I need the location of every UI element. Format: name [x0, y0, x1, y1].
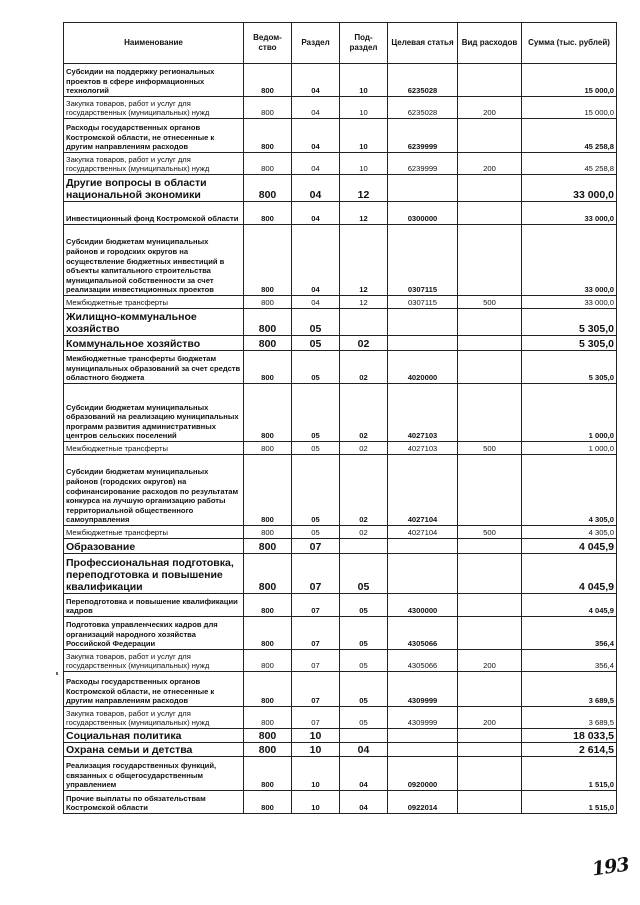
row-name: Охрана семьи и детства	[64, 743, 244, 757]
row-section: 04	[292, 296, 340, 309]
row-dept: 800	[244, 153, 292, 175]
row-exptype: 500	[458, 526, 522, 539]
row-exptype	[458, 594, 522, 617]
table-row	[64, 153, 617, 175]
row-subsection: 05	[340, 594, 388, 617]
table-row	[64, 119, 617, 153]
row-target	[388, 175, 458, 202]
row-exptype	[458, 119, 522, 153]
row-exptype: 200	[458, 650, 522, 672]
row-target: 6235028	[388, 97, 458, 119]
row-amount: 5 305,0	[522, 336, 617, 351]
row-exptype: 200	[458, 153, 522, 175]
row-subsection	[340, 539, 388, 554]
table-row	[64, 526, 617, 539]
row-amount: 3 689,5	[522, 672, 617, 707]
row-name: Подготовка управленческих кадров для организаций народного хозяйства Российской Федерации	[64, 617, 244, 650]
row-exptype	[458, 672, 522, 707]
table-row	[64, 743, 617, 757]
table-row	[64, 554, 617, 594]
table-header	[64, 23, 617, 64]
row-section: 07	[292, 539, 340, 554]
table-row	[64, 729, 617, 743]
table-row	[64, 336, 617, 351]
row-name: Субсидии бюджетам муниципальных районов (городских округов) на софинансирование расходов по результатам конкурса на лучшую организацию работы территориальной общественного самоуправления	[64, 455, 244, 526]
row-target: 4020000	[388, 351, 458, 384]
row-name: Переподготовка и повышение квалификации кадров	[64, 594, 244, 617]
col-name-header: Наименование	[64, 23, 244, 64]
row-subsection: 02	[340, 384, 388, 442]
row-target	[388, 309, 458, 336]
row-dept: 800	[244, 202, 292, 225]
row-section: 04	[292, 153, 340, 175]
table-row	[64, 539, 617, 554]
row-subsection: 02	[340, 526, 388, 539]
row-dept: 800	[244, 336, 292, 351]
row-dept: 800	[244, 442, 292, 455]
row-section: 05	[292, 384, 340, 442]
table-row	[64, 202, 617, 225]
table-row	[64, 707, 617, 729]
row-dept: 800	[244, 539, 292, 554]
row-subsection: 12	[340, 225, 388, 296]
table-row	[64, 309, 617, 336]
table-row	[64, 757, 617, 791]
row-dept: 800	[244, 791, 292, 814]
row-name: Инвестиционный фонд Костромской области	[64, 202, 244, 225]
row-dept: 800	[244, 225, 292, 296]
row-section: 07	[292, 594, 340, 617]
row-subsection: 02	[340, 336, 388, 351]
row-subsection: 05	[340, 707, 388, 729]
row-name: Расходы государственных органов Костромской области, не отнесенные к другим направлениям расходов	[64, 119, 244, 153]
row-section: 05	[292, 309, 340, 336]
row-amount: 5 305,0	[522, 309, 617, 336]
row-target: 4305066	[388, 617, 458, 650]
row-dept: 800	[244, 384, 292, 442]
row-exptype	[458, 309, 522, 336]
row-subsection: 05	[340, 617, 388, 650]
row-subsection: 10	[340, 119, 388, 153]
row-subsection: 12	[340, 296, 388, 309]
budget-sheet	[63, 22, 616, 814]
row-name: Коммунальное хозяйство	[64, 336, 244, 351]
row-amount: 1 000,0	[522, 384, 617, 442]
row-target	[388, 729, 458, 743]
row-dept: 800	[244, 672, 292, 707]
row-target	[388, 743, 458, 757]
row-amount: 1 515,0	[522, 791, 617, 814]
row-exptype	[458, 791, 522, 814]
row-target: 6239999	[388, 119, 458, 153]
row-name: Межбюджетные трансферты	[64, 526, 244, 539]
row-section: 10	[292, 743, 340, 757]
row-subsection: 02	[340, 442, 388, 455]
row-target: 0307115	[388, 296, 458, 309]
row-target: 4300000	[388, 594, 458, 617]
row-section: 07	[292, 707, 340, 729]
row-section: 04	[292, 119, 340, 153]
row-dept: 800	[244, 175, 292, 202]
row-dept: 800	[244, 119, 292, 153]
row-exptype	[458, 351, 522, 384]
row-name: Закупка товаров, работ и услуг для государственных (муниципальных) нужд	[64, 97, 244, 119]
row-exptype	[458, 554, 522, 594]
row-target: 0300000	[388, 202, 458, 225]
row-target: 4309999	[388, 672, 458, 707]
row-amount: 4 305,0	[522, 526, 617, 539]
row-target: 0920000	[388, 757, 458, 791]
row-name: Межбюджетные трансферты бюджетам муниципальных образований за счет средств областного бюджета	[64, 351, 244, 384]
row-section: 05	[292, 455, 340, 526]
row-exptype: 200	[458, 707, 522, 729]
row-name: Субсидии на поддержку региональных проектов в сфере информационных технологий	[64, 64, 244, 97]
row-dept: 800	[244, 729, 292, 743]
row-exptype	[458, 225, 522, 296]
row-name: Межбюджетные трансферты	[64, 442, 244, 455]
row-name: Субсидии бюджетам муниципальных районов и городских округов на осуществление бюджетных инвестиций в объекты капитального строительства муниципальной собственности за счет реализации инвестиционных проектов	[64, 225, 244, 296]
row-target: 4027103	[388, 384, 458, 442]
row-name: Другие вопросы в области национальной экономики	[64, 175, 244, 202]
row-amount: 33 000,0	[522, 296, 617, 309]
row-exptype: 200	[458, 97, 522, 119]
row-subsection: 04	[340, 757, 388, 791]
row-target	[388, 336, 458, 351]
row-amount: 356,4	[522, 617, 617, 650]
col-target-header: Целевая статья	[388, 23, 458, 64]
row-exptype	[458, 757, 522, 791]
col-section-header: Раздел	[292, 23, 340, 64]
row-section: 04	[292, 225, 340, 296]
row-exptype	[458, 384, 522, 442]
table-row	[64, 455, 617, 526]
row-exptype: 500	[458, 442, 522, 455]
col-dept-header: Ведом-ство	[244, 23, 292, 64]
row-subsection: 02	[340, 455, 388, 526]
page-number: 193	[590, 853, 631, 881]
row-subsection: 05	[340, 650, 388, 672]
row-name: Образование	[64, 539, 244, 554]
row-section: 10	[292, 757, 340, 791]
row-amount: 5 305,0	[522, 351, 617, 384]
row-target: 6235028	[388, 64, 458, 97]
row-subsection: 10	[340, 153, 388, 175]
row-amount: 356,4	[522, 650, 617, 672]
table-row	[64, 594, 617, 617]
row-section: 05	[292, 351, 340, 384]
row-dept: 800	[244, 594, 292, 617]
row-target: 4027103	[388, 442, 458, 455]
budget-table	[63, 22, 617, 814]
row-section: 04	[292, 64, 340, 97]
row-dept: 800	[244, 617, 292, 650]
table-row	[64, 442, 617, 455]
row-dept: 800	[244, 526, 292, 539]
row-target: 4305066	[388, 650, 458, 672]
scan-mark	[56, 672, 58, 675]
row-dept: 800	[244, 309, 292, 336]
row-subsection	[340, 729, 388, 743]
table-row	[64, 351, 617, 384]
row-section: 07	[292, 650, 340, 672]
row-section: 05	[292, 442, 340, 455]
row-name: Профессиональная подготовка, переподготовка и повышение квалификации	[64, 554, 244, 594]
col-subsection-header: Под-раздел	[340, 23, 388, 64]
row-subsection	[340, 309, 388, 336]
row-amount: 18 033,5	[522, 729, 617, 743]
row-section: 04	[292, 97, 340, 119]
row-subsection: 10	[340, 97, 388, 119]
row-amount: 4 305,0	[522, 455, 617, 526]
row-amount: 33 000,0	[522, 225, 617, 296]
row-subsection: 05	[340, 554, 388, 594]
row-amount: 4 045,9	[522, 539, 617, 554]
col-amount-header: Сумма (тыс. рублей)	[522, 23, 617, 64]
row-amount: 3 689,5	[522, 707, 617, 729]
row-name: Жилищно-коммунальное хозяйство	[64, 309, 244, 336]
row-exptype	[458, 175, 522, 202]
row-section: 05	[292, 526, 340, 539]
row-amount: 33 000,0	[522, 175, 617, 202]
row-target	[388, 539, 458, 554]
row-section: 07	[292, 554, 340, 594]
row-subsection: 04	[340, 791, 388, 814]
table-row	[64, 384, 617, 442]
row-exptype	[458, 743, 522, 757]
row-name: Социальная политика	[64, 729, 244, 743]
row-section: 04	[292, 175, 340, 202]
row-subsection: 12	[340, 202, 388, 225]
table-row	[64, 791, 617, 814]
row-exptype	[458, 64, 522, 97]
row-amount: 33 000,0	[522, 202, 617, 225]
row-section: 10	[292, 729, 340, 743]
row-subsection: 04	[340, 743, 388, 757]
row-amount: 4 045,9	[522, 594, 617, 617]
row-subsection: 12	[340, 175, 388, 202]
table-row	[64, 617, 617, 650]
row-amount: 1 515,0	[522, 757, 617, 791]
row-section: 07	[292, 672, 340, 707]
row-amount: 15 000,0	[522, 64, 617, 97]
row-amount: 45 258,8	[522, 153, 617, 175]
table-row	[64, 296, 617, 309]
row-section: 05	[292, 336, 340, 351]
table-row	[64, 97, 617, 119]
row-section: 10	[292, 791, 340, 814]
row-amount: 45 258,8	[522, 119, 617, 153]
row-name: Межбюджетные трансферты	[64, 296, 244, 309]
row-amount: 4 045,9	[522, 554, 617, 594]
table-row	[64, 650, 617, 672]
row-dept: 800	[244, 554, 292, 594]
row-name: Реализация государственных функций, связанных с общегосударственным управлением	[64, 757, 244, 791]
row-dept: 800	[244, 64, 292, 97]
row-target: 0307115	[388, 225, 458, 296]
row-subsection: 05	[340, 672, 388, 707]
row-dept: 800	[244, 757, 292, 791]
row-name: Закупка товаров, работ и услуг для государственных (муниципальных) нужд	[64, 153, 244, 175]
row-amount: 15 000,0	[522, 97, 617, 119]
row-target	[388, 554, 458, 594]
table-row	[64, 64, 617, 97]
row-exptype	[458, 729, 522, 743]
row-name: Субсидии бюджетам муниципальных образований на реализацию муниципальных программ развития административных центров сельских поселений	[64, 384, 244, 442]
row-dept: 800	[244, 97, 292, 119]
row-exptype	[458, 202, 522, 225]
row-exptype	[458, 336, 522, 351]
row-dept: 800	[244, 455, 292, 526]
row-dept: 800	[244, 296, 292, 309]
row-dept: 800	[244, 743, 292, 757]
table-row	[64, 175, 617, 202]
table-row	[64, 225, 617, 296]
row-target: 4027104	[388, 526, 458, 539]
row-section: 04	[292, 202, 340, 225]
row-name: Закупка товаров, работ и услуг для государственных (муниципальных) нужд	[64, 650, 244, 672]
row-name: Закупка товаров, работ и услуг для государственных (муниципальных) нужд	[64, 707, 244, 729]
row-amount: 1 000,0	[522, 442, 617, 455]
row-exptype	[458, 455, 522, 526]
row-name: Прочие выплаты по обязательствам Костромской области	[64, 791, 244, 814]
row-exptype	[458, 617, 522, 650]
row-exptype	[458, 539, 522, 554]
row-dept: 800	[244, 351, 292, 384]
row-exptype: 500	[458, 296, 522, 309]
table-row	[64, 672, 617, 707]
row-dept: 800	[244, 650, 292, 672]
row-name: Расходы государственных органов Костромской области, не отнесенные к другим направлениям расходов	[64, 672, 244, 707]
row-amount: 2 614,5	[522, 743, 617, 757]
row-dept: 800	[244, 707, 292, 729]
row-target: 6239999	[388, 153, 458, 175]
row-target: 0922014	[388, 791, 458, 814]
row-subsection: 02	[340, 351, 388, 384]
row-subsection: 10	[340, 64, 388, 97]
row-target: 4309999	[388, 707, 458, 729]
row-target: 4027104	[388, 455, 458, 526]
row-section: 07	[292, 617, 340, 650]
col-exptype-header: Вид расходов	[458, 23, 522, 64]
